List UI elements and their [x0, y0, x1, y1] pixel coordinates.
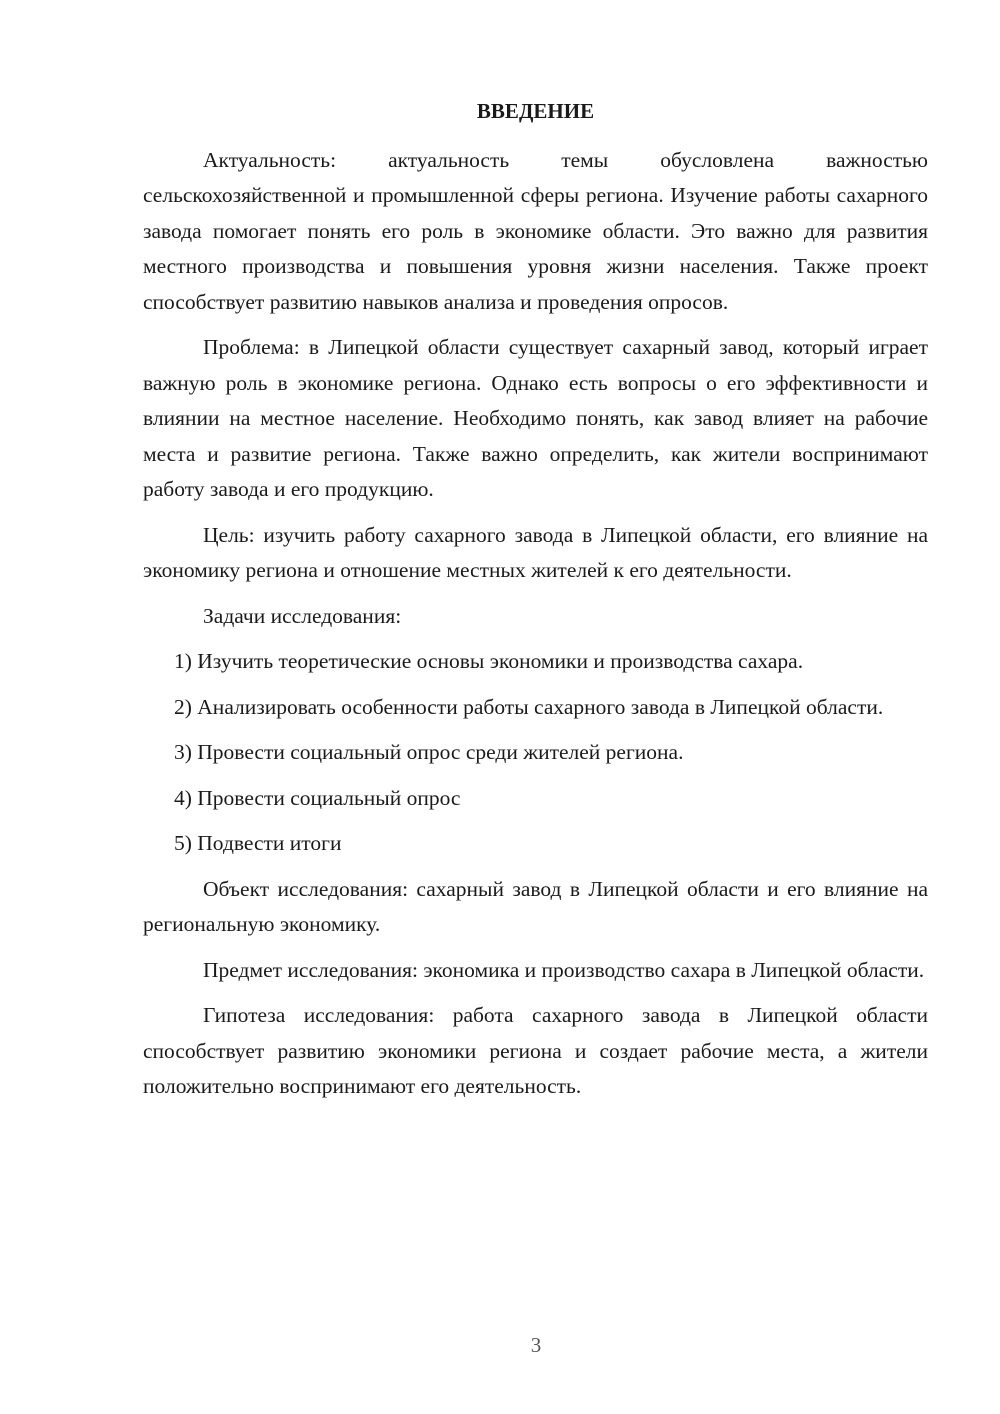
task-item: 3) Провести социальный опрос среди жителей региона.: [174, 740, 684, 764]
section-title: ВВЕДЕНИЕ: [476, 99, 595, 123]
task-item: 2) Анализировать особенности работы сахарного завода в Липецкой области.: [174, 694, 884, 719]
subject-paragraph: Предмет исследования: экономика и производство сахара в Липецкой области.: [203, 957, 925, 982]
goal-paragraph: Цель: изучить работу сахарного завода в Липецкой области, его влияние на экономику региона и отношение местных жителей к его деятельности.: [143, 522, 928, 582]
tasks-heading: Задачи исследования:: [203, 603, 402, 628]
object-paragraph: Объект исследования: сахарный завод в Липецкой области и его влияние на региональную экономику.: [143, 876, 928, 936]
document-page: [143, 94, 928, 1115]
task-item: 4) Провести социальный опрос: [174, 785, 461, 810]
task-item: 1) Изучить теоретические основы экономики и производства сахара.: [174, 649, 804, 673]
relevance-paragraph: Актуальность: актуальность темы обусловлена важностью сельскохозяйственной и промышленной сферы региона. Изучение работы сахарного завода помогает понять его роль в экономике области. Это важно для развития местного производства и повышения уровня жизни населения. Также проект способствует развитию навыков анализа и проведения опросов.: [143, 147, 928, 314]
problem-paragraph: Проблема: в Липецкой области существует сахарный завод, который играет важную роль в экономике региона. Однако есть вопросы о его эффективности и влиянии на местное население. Необходимо понять, как завод влияет на рабочие места и развитие региона. Также важно определить, как жители воспринимают работу завода и его продукцию.: [143, 335, 928, 501]
page-number: 3: [530, 1333, 542, 1357]
hypothesis-paragraph: Гипотеза исследования: работа сахарного завода в Липецкой области способствует развитию экономики региона и создает рабочие места, а жители положительно воспринимают его деятельность.: [143, 1003, 928, 1098]
task-item: 5) Подвести итоги: [174, 831, 342, 855]
